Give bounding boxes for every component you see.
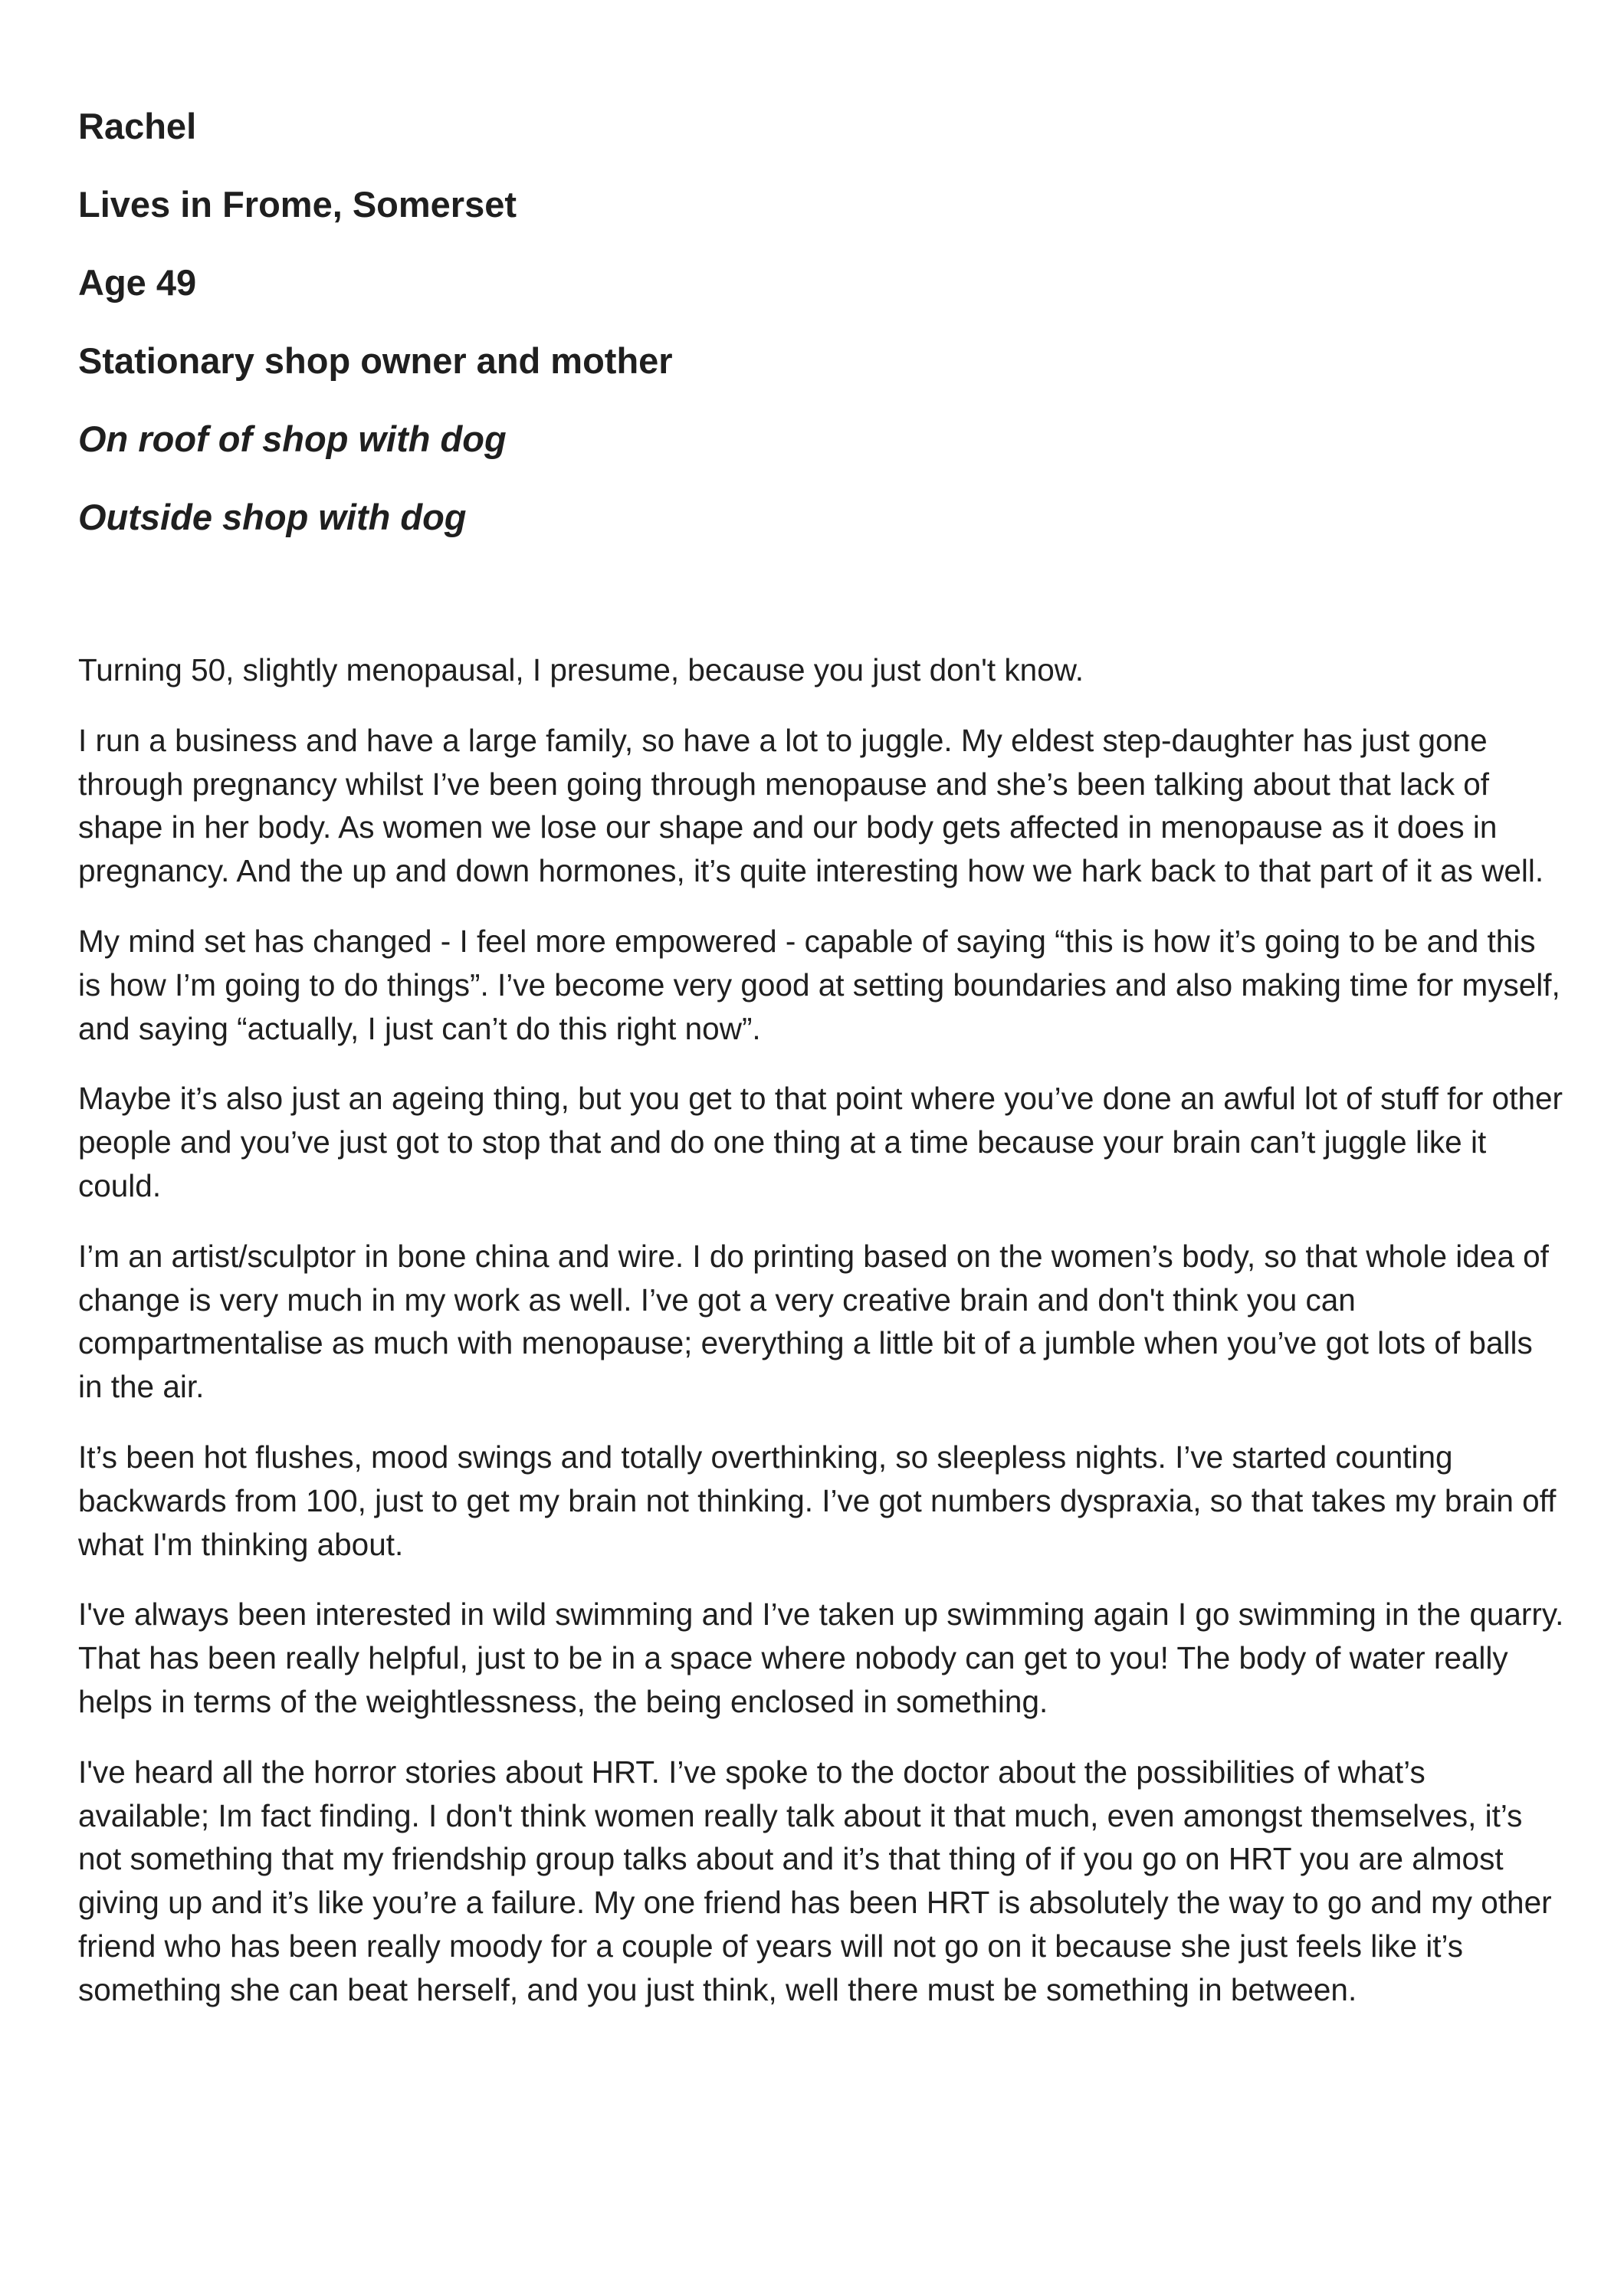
- paragraph: Maybe it’s also just an ageing thing, but you get to that point where you’ve done an awful lot of stuff for other people and you’ve just got to stop that and do one thing at a time because your brain can’t juggle like it could.: [78, 1081, 1563, 1203]
- paragraph: Turning 50, slightly menopausal, I presume, because you just don't know.: [78, 652, 1084, 688]
- interview-body: [78, 648, 1565, 2039]
- paragraph: I've always been interested in wild swimming and I’ve taken up swimming again I go swimming in the quarry. That has been really helpful, just to be in a space where nobody can get to you! The body of water really helps in terms of the weightlessness, the being enclosed in something.: [78, 1597, 1564, 1719]
- person-occupation: Stationary shop owner and mother: [78, 340, 673, 381]
- photo-caption-outside: Outside shop with dog: [78, 497, 467, 537]
- paragraph: I run a business and have a large family, so have a lot to juggle. My eldest step-daughter has just gone through pregnancy whilst I’ve been going through menopause and she’s been talking about that lack of shape in her body. As women we lose our shape and our body gets affected in menopause as it does in pregnancy. And the up and down hormones, it’s quite interesting how we hark back to that part of it as well.: [78, 722, 1544, 889]
- person-name: Rachel: [78, 106, 197, 146]
- person-age: Age 49: [78, 262, 197, 303]
- paragraph: I’m an artist/sculptor in bone china and wire. I do printing based on the women’s body, so that whole idea of change is very much in my work as well. I’ve got a very creative brain and don't think you can compartmentalise as much with menopause; everything a little bit of a jumble when you’ve got lots of balls in the air.: [78, 1238, 1549, 1405]
- paragraph: I've heard all the horror stories about HRT. I’ve spoke to the doctor about the possibilities of what’s available; Im fact finding. I don't think women really talk about it that much, even amongst themselves, it’s not something that my friendship group talks about and it’s that thing of if you go on HRT you are almost giving up and it’s like you’re a failure. My one friend has been HRT is absolutely the way to go and my other friend who has been really moody for a couple of years will not go on it because she just feels like it’s something she can beat herself, and you just think, well there must be something in between.: [78, 1754, 1552, 2007]
- person-location: Lives in Frome, Somerset: [78, 184, 517, 225]
- photo-caption-roof: On roof of shop with dog: [78, 418, 507, 459]
- paragraph: My mind set has changed - I feel more empowered - capable of saying “this is how it’s going to be and this is how I’m going to do things”. I’ve become very good at setting boundaries and also making time for myself, and saying “actually, I just can’t do this right now”.: [78, 923, 1560, 1046]
- paragraph: It’s been hot flushes, mood swings and totally overthinking, so sleepless nights. I’ve started counting backwards from 100, just to get my brain not thinking. I’ve got numbers dyspraxia, so that takes my brain off what I'm thinking about.: [78, 1439, 1557, 1562]
